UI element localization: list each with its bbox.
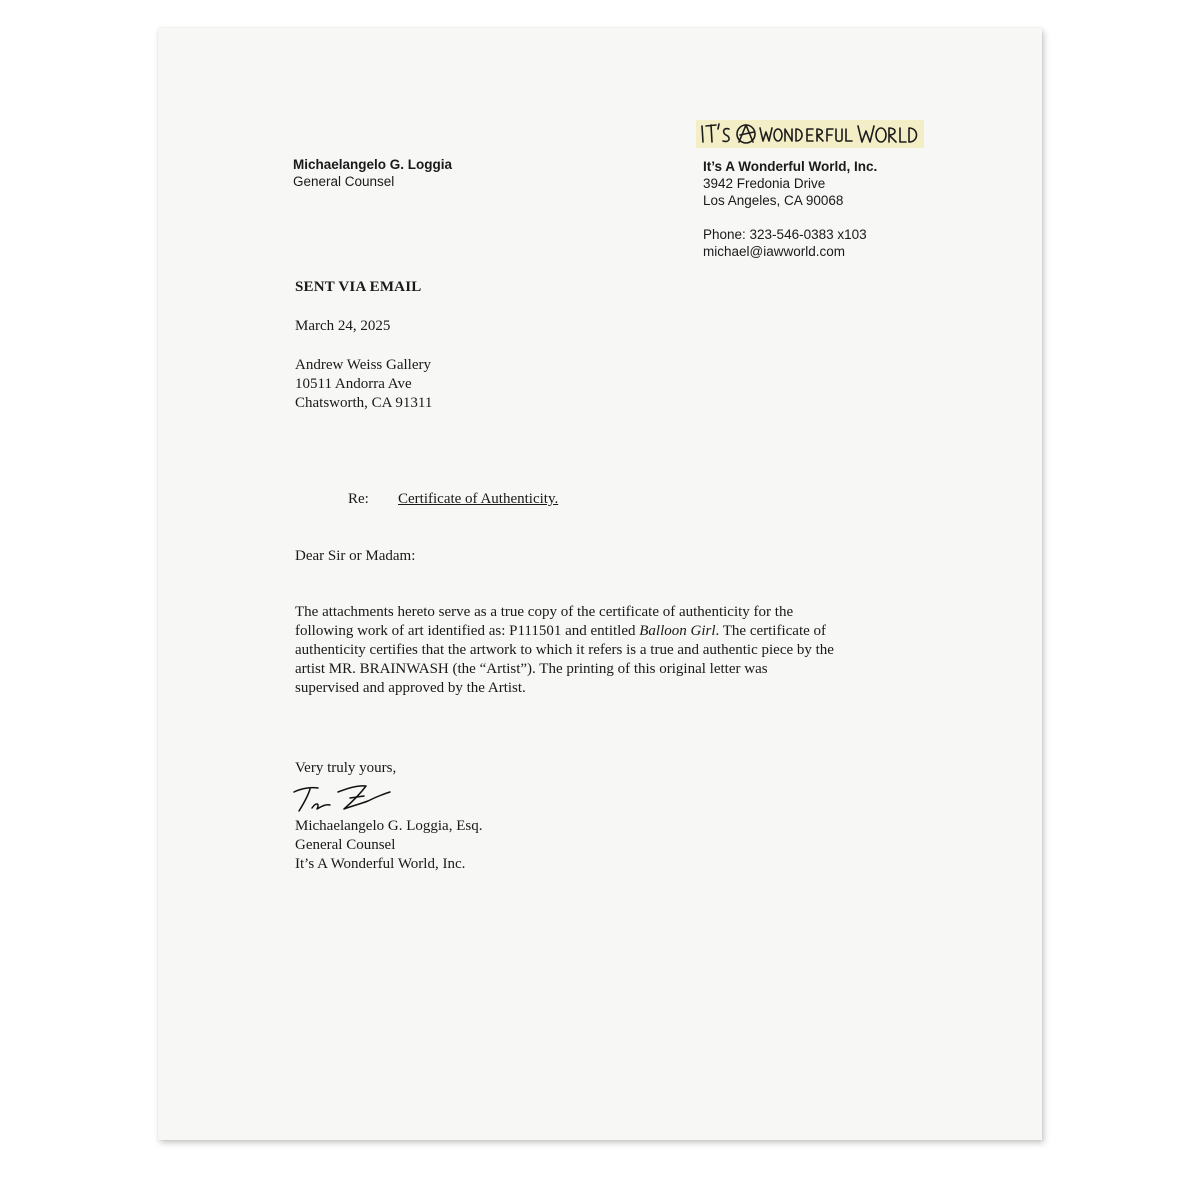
artwork-title: Balloon Girl: [639, 623, 716, 639]
company-address-block: [703, 158, 877, 209]
handwritten-signature-icon: [290, 778, 410, 818]
sender-name: Michaelangelo G. Loggia: [293, 157, 453, 172]
body-line-2: [295, 622, 875, 641]
letter-date: March 24, 2025: [295, 318, 391, 334]
delivery-method: SENT VIA EMAIL: [295, 279, 422, 295]
wonderful-world-logo-icon: [696, 120, 924, 148]
signatory-company: It’s A Wonderful World, Inc.: [295, 856, 466, 872]
company-name: It’s A Wonderful World, Inc.: [703, 159, 878, 174]
company-street: 3942 Fredonia Drive: [703, 176, 826, 191]
body-line-2-end: . The certificate of: [715, 623, 827, 639]
body-line-1: The attachments hereto serve as a true copy of the certificate of authenticity for the: [295, 604, 794, 620]
signatory-title: General Counsel: [295, 837, 396, 853]
body-line-5: supervised and approved by the Artist.: [295, 680, 526, 696]
body-line-4: artist MR. BRAINWASH (the “Artist”). The printing of this original letter was: [295, 661, 768, 677]
recipient-street: 10511 Andorra Ave: [295, 376, 412, 392]
re-label: Re:: [348, 491, 369, 507]
company-contact-block: [703, 226, 867, 260]
body-line-2-start: following work of art identified as: P111501 and entitled: [295, 623, 640, 639]
signatory-name: Michaelangelo G. Loggia, Esq.: [295, 818, 483, 834]
recipient-name: Andrew Weiss Gallery: [295, 357, 431, 373]
sender-title: General Counsel: [293, 174, 395, 189]
body-line-3: authenticity certifies that the artwork to which it refers is a true and authentic piece by the: [295, 642, 834, 658]
closing: Very truly yours,: [295, 760, 397, 776]
sender-block: [293, 156, 452, 190]
letter-page: [158, 28, 1042, 1140]
salutation: Dear Sir or Madam:: [295, 548, 416, 564]
recipient-block: [295, 356, 432, 413]
company-email: michael@iawworld.com: [703, 244, 845, 259]
signatory-block: [295, 817, 482, 874]
company-logo: [696, 120, 924, 148]
company-city: Los Angeles, CA 90068: [703, 193, 844, 208]
re-subject: Certificate of Authenticity.: [398, 491, 559, 507]
body-paragraph: [295, 603, 875, 698]
company-phone: Phone: 323-546-0383 x103: [703, 227, 867, 242]
recipient-city: Chatsworth, CA 91311: [295, 395, 433, 411]
